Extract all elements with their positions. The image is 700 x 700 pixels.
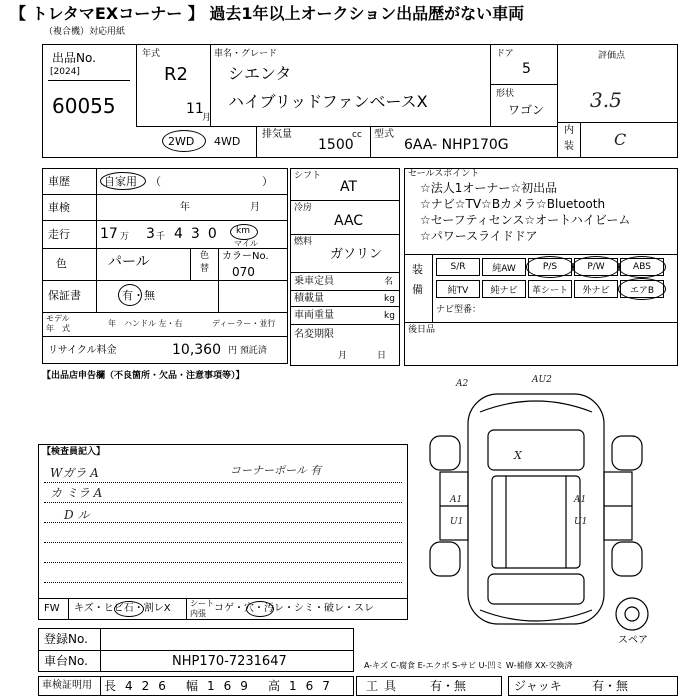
displacement-label: 排気量: [262, 129, 292, 140]
cert-label: 車検証明用: [42, 680, 92, 691]
circle-airbag: [618, 278, 666, 300]
mileage-rest: 430: [174, 226, 225, 242]
model-year-label-1: モデル: [46, 314, 70, 323]
mileage-sen: 3: [146, 226, 155, 242]
equip-abs: ABS: [620, 258, 664, 276]
equip-ext-navi: 外ナビ: [574, 280, 618, 298]
spare-label: スペア: [618, 635, 648, 646]
displacement-value: 1500: [318, 137, 354, 153]
equip-airbag: エアB: [620, 280, 664, 298]
right-front-wheel-arch: [612, 436, 642, 470]
load-label: 積載量: [294, 293, 324, 304]
fw-circle: [114, 601, 144, 617]
mileage-sen-unit: 千: [156, 232, 166, 242]
mileage-man: 17: [100, 226, 118, 242]
inspection-year-unit: 年: [180, 202, 190, 213]
mark-u1-right: U1: [574, 517, 588, 527]
vehicle-grade: ハイブリッドファンベースX: [228, 92, 428, 111]
vehicle-label: 車名・グレード: [214, 49, 278, 59]
circle-ps: [526, 256, 574, 278]
chassis-value: NHP170-7231647: [172, 654, 287, 669]
model-value: 6AA- NHP170G: [404, 137, 509, 153]
mark-a1-left: A1: [450, 495, 463, 505]
color-label: 色: [56, 257, 67, 270]
spare-tire: [616, 598, 648, 630]
inspection-label: 車検: [48, 201, 70, 214]
jack-label: ジャッキ: [514, 679, 562, 693]
warranty-label: 保証書: [48, 289, 81, 302]
history-value: 自家用: [104, 175, 137, 188]
cert-digits-3: 高167: [268, 679, 339, 693]
copy-note: （複合機）対応用紙: [44, 27, 126, 37]
history-paren-close: ）: [262, 175, 273, 188]
sales-line-2: ☆ナビ☆TV☆Bカメラ☆Bluetooth: [420, 197, 606, 211]
inspector-label: 【検査員記入】: [42, 447, 106, 457]
recycle-unit: 円 預託済: [228, 346, 267, 356]
year-month: 11: [186, 101, 204, 117]
windshield: [488, 430, 584, 470]
note-3: D ル: [64, 508, 90, 522]
rear-bumper-line: [480, 610, 592, 621]
mileage-km: km: [236, 226, 250, 236]
circle-pw: [572, 256, 620, 278]
interior-value: C: [614, 130, 627, 149]
ac-value: AAC: [334, 213, 364, 229]
capacity-unit: 名: [384, 277, 394, 287]
sales-line-3: ☆セーフティセンス☆オートハイビーム: [420, 213, 631, 227]
history-label: 車歴: [48, 175, 70, 188]
mileage-man-unit: 万: [120, 232, 130, 242]
seat-text: コゲ・穴・汚レ・シミ・破レ・スレ: [214, 603, 374, 614]
mark-a1-right: A1: [574, 495, 587, 505]
shift-label: シフト: [294, 171, 322, 181]
dealer-type: ディーラー・並行: [212, 319, 276, 328]
sales-line-4: ☆パワースライドドア: [420, 229, 538, 243]
note-2: カ ミラ A: [50, 486, 103, 500]
equip-leather: 革シート: [528, 280, 572, 298]
displacement-unit: cc: [352, 130, 362, 140]
note-4: コーナーポール 有: [230, 464, 322, 477]
right-rear-wheel-arch: [612, 542, 642, 576]
roof: [492, 476, 580, 568]
score-label: 評価点: [598, 51, 626, 61]
declaration-label: 【出品店申告欄（不良箇所・欠品・注意事項等）】: [42, 371, 245, 381]
lot-number: 60055: [52, 94, 116, 118]
fuel-value: ガソリン: [330, 247, 383, 262]
mileage-label: 走行: [48, 228, 70, 241]
mark-u1-left: U1: [450, 517, 464, 527]
equipment-label-1: 装: [412, 263, 423, 276]
seat-label-2: 内張: [190, 609, 206, 618]
navi-model-label: ナビ型番：: [436, 305, 482, 315]
jack-value: 有・無: [592, 679, 629, 693]
model-year-label-2: 年 式: [46, 324, 70, 333]
drive-2wd: 2WD: [168, 135, 195, 148]
body-type-value: ワゴン: [508, 103, 545, 117]
sales-points-label: セールスポイント: [408, 169, 480, 179]
fw-text: キズ・ヒビ石・割レX: [74, 603, 171, 614]
recycle-amount: 10,360: [172, 342, 221, 358]
recycle-label: リサイクル料金: [48, 345, 117, 356]
capacity-label: 乗車定員: [294, 276, 334, 287]
chassis-label: 車台No.: [44, 654, 88, 668]
mark-au2: AU2: [532, 375, 552, 385]
fw-label: FW: [44, 603, 60, 614]
weight-label: 車両重量: [294, 310, 334, 321]
doors-label: ドア: [496, 49, 514, 59]
weight-unit: kg: [384, 311, 395, 321]
inspection-month-unit: 月: [250, 202, 260, 213]
tools-label: 工具: [366, 679, 403, 693]
score-value: 3.5: [590, 88, 622, 112]
color-change-2: 替: [200, 264, 210, 274]
mark-a2: A2: [456, 379, 469, 389]
equip-ps: P/S: [528, 258, 572, 276]
mark-x: X: [514, 449, 522, 462]
tools-value: 有・無: [430, 679, 467, 693]
history-paren-open: （: [150, 175, 161, 188]
equip-navi: 純ナビ: [482, 280, 526, 298]
doors-value: 5: [522, 61, 531, 77]
circle-abs: [618, 256, 666, 278]
sales-line-1: ☆法人1オーナー☆初出品: [420, 181, 558, 195]
mileage-mile: マイル: [234, 239, 258, 248]
rear-window: [488, 574, 584, 604]
damage-legend: A-キズ C-腐食 E-エクボ S-サビ U-凹ミ W-補修 XX-交換済: [364, 661, 573, 670]
model-label: 型式: [374, 129, 394, 140]
drive-4wd: 4WD: [214, 135, 241, 148]
equip-aw: 純AW: [482, 258, 526, 276]
color-code-label: カラーNo.: [222, 251, 269, 262]
warranty-value: 有・無: [122, 289, 155, 302]
year-label: 年式: [142, 49, 161, 59]
body-type-label: 形状: [496, 89, 515, 99]
equip-tv: 純TV: [436, 280, 480, 298]
left-front-wheel-arch: [430, 436, 460, 470]
registration-label: 登録No.: [44, 632, 88, 646]
header-banner: 【 トレタマEXコーナー 】 過去1年以上オークション出品歴がない車両: [10, 4, 525, 23]
color-code: 070: [232, 265, 255, 279]
name-change-label: 名変期限: [294, 329, 334, 340]
car-diagram: [410, 372, 678, 654]
year-era: R2: [164, 64, 188, 85]
later-notes-label: 後日品: [408, 325, 436, 335]
lot-label: 出品No.: [52, 51, 96, 65]
lot-year-tag: [2024]: [50, 67, 80, 77]
cert-digits-1: 長426: [104, 679, 175, 693]
cert-digits-2: 幅169: [186, 679, 257, 693]
equip-pw: P/W: [574, 258, 618, 276]
month-unit: 月: [202, 113, 212, 123]
equipment-label-2: 備: [412, 283, 423, 296]
handle-side: ハンドル 左・右: [124, 319, 183, 328]
interior-label-2: 装: [564, 141, 574, 152]
color-value: パール: [108, 254, 150, 270]
name-change-unit: 月日: [338, 351, 417, 361]
load-unit: kg: [384, 294, 395, 304]
front-bumper-line: [480, 401, 592, 412]
note-1: Wガラ A: [50, 466, 99, 480]
fuel-label: 燃料: [294, 237, 313, 247]
left-rear-wheel-arch: [430, 542, 460, 576]
vehicle-name: シエンタ: [228, 64, 292, 83]
interior-label-1: 内: [564, 125, 574, 136]
seat-label-1: シート: [190, 599, 214, 608]
equip-sr: S/R: [436, 258, 480, 276]
model-year-unit: 年: [108, 319, 116, 328]
shift-value: AT: [340, 179, 358, 195]
seat-circle: [246, 601, 274, 617]
ac-label: 冷房: [294, 203, 313, 213]
color-change-1: 色: [200, 251, 210, 261]
